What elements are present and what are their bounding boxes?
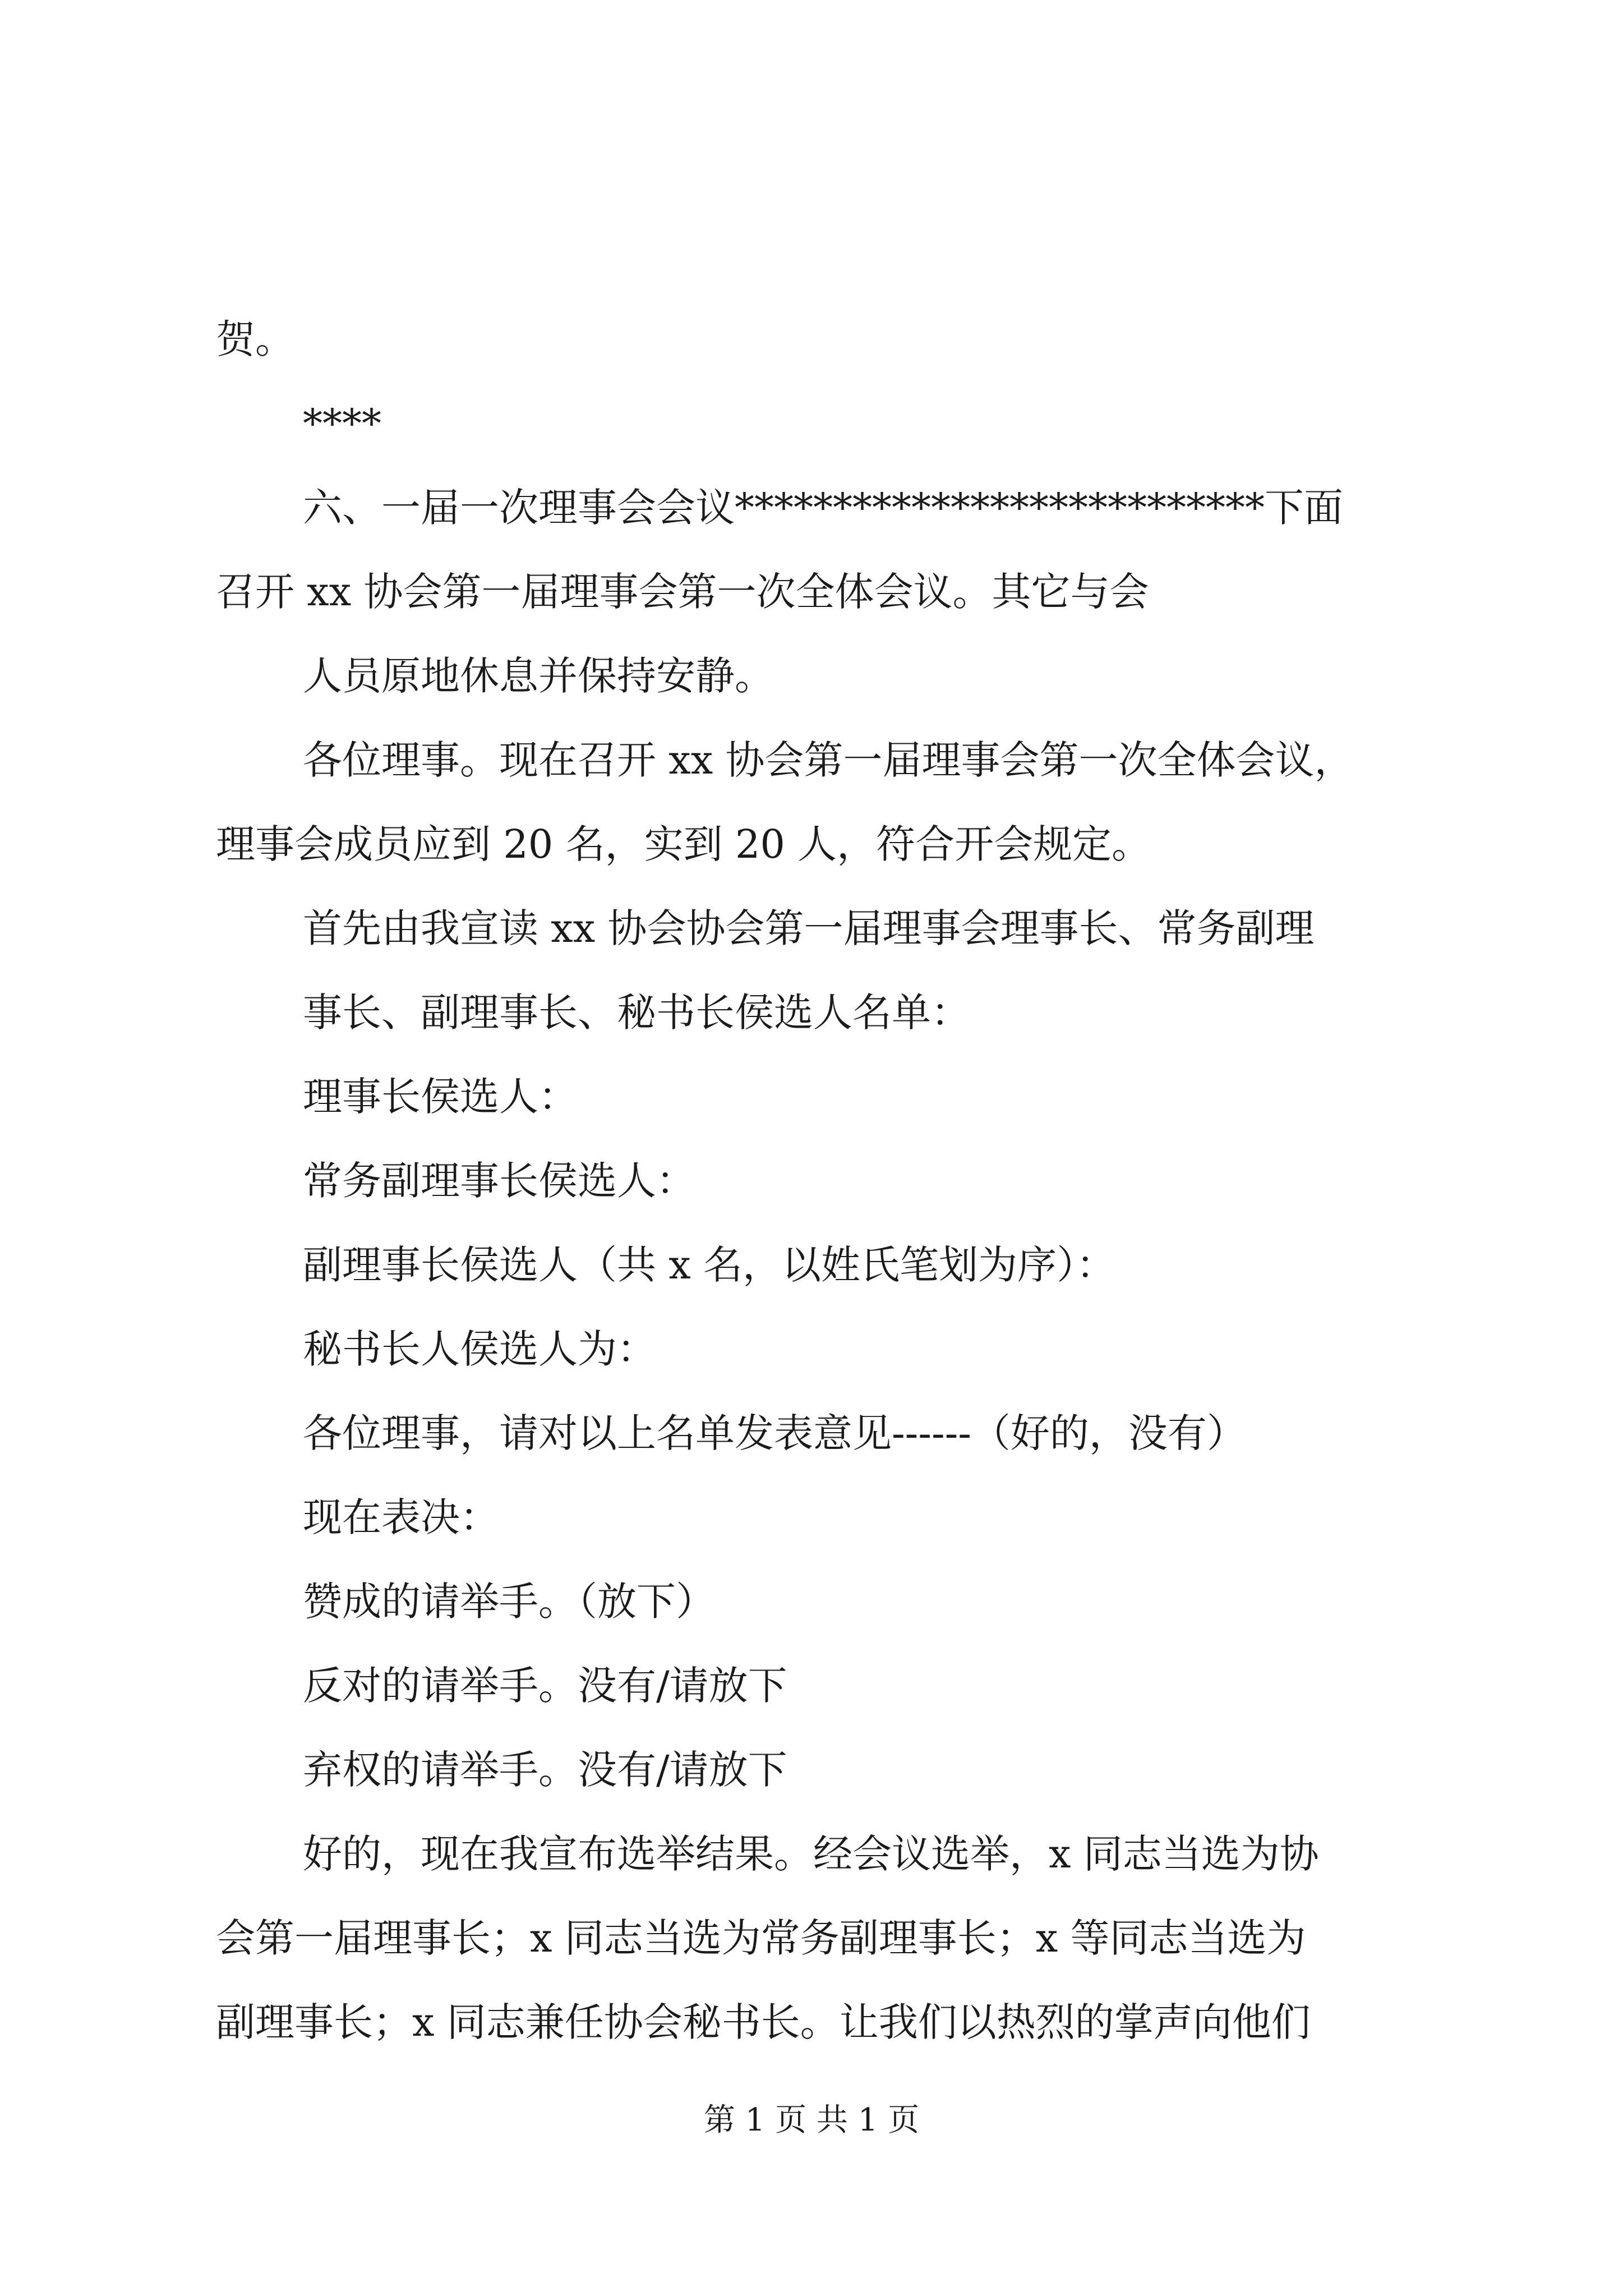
paragraph-line: 好的，现在我宣布选举结果。经会议选举，x 同志当选为协 [303,1831,1319,1877]
paragraph-line: 召开 xx 协会第一届理事会第一次全体会议。其它与会 [216,569,1149,615]
paragraph-line: 人员原地休息并保持安静。 [303,653,774,699]
paragraph-line: 贺。 [216,316,294,362]
paragraph-line: 理事长侯选人： [303,1074,578,1120]
paragraph-line: 副理事长侯选人（共 x 名，以姓氏笔划为序）： [303,1242,1115,1288]
paragraph-line: 反对的请举手。没有/请放下 [303,1663,787,1709]
paragraph-line: 首先由我宣读 xx 协会协会第一届理事会理事长、常务副理 [303,905,1315,951]
paragraph-line: 赞成的请举手。（放下） [303,1579,715,1625]
paragraph-line: 事长、副理事长、秘书长侯选人名单： [303,990,970,1036]
paragraph-line: 六、一届一次理事会会议***************************下面 [303,485,1343,531]
paragraph-line: 各位理事，请对以上名单发表意见------（好的，没有） [303,1410,1246,1456]
page-number-footer: 第 1 页 共 1 页 [703,2102,920,2138]
paragraph-line: **** [303,401,381,447]
paragraph-line: 会第一届理事长；x 同志当选为常务副理事长；x 等同志当选为 [216,1915,1306,1961]
paragraph-line: 副理事长；x 同志兼任协会秘书长。让我们以热烈的掌声向他们 [216,1999,1311,2045]
paragraph-line: 秘书长人侯选人为： [303,1326,656,1372]
paragraph-line: 理事会成员应到 20 名，实到 20 人，符合开会规定。 [216,821,1151,867]
paragraph-line: 常务副理事长侯选人： [303,1158,695,1204]
paragraph-line: 各位理事。现在召开 xx 协会第一届理事会第一次全体会议， [303,737,1354,783]
paragraph-line: 现在表决： [303,1494,499,1540]
paragraph-line: 弃权的请举手。没有/请放下 [303,1747,787,1793]
